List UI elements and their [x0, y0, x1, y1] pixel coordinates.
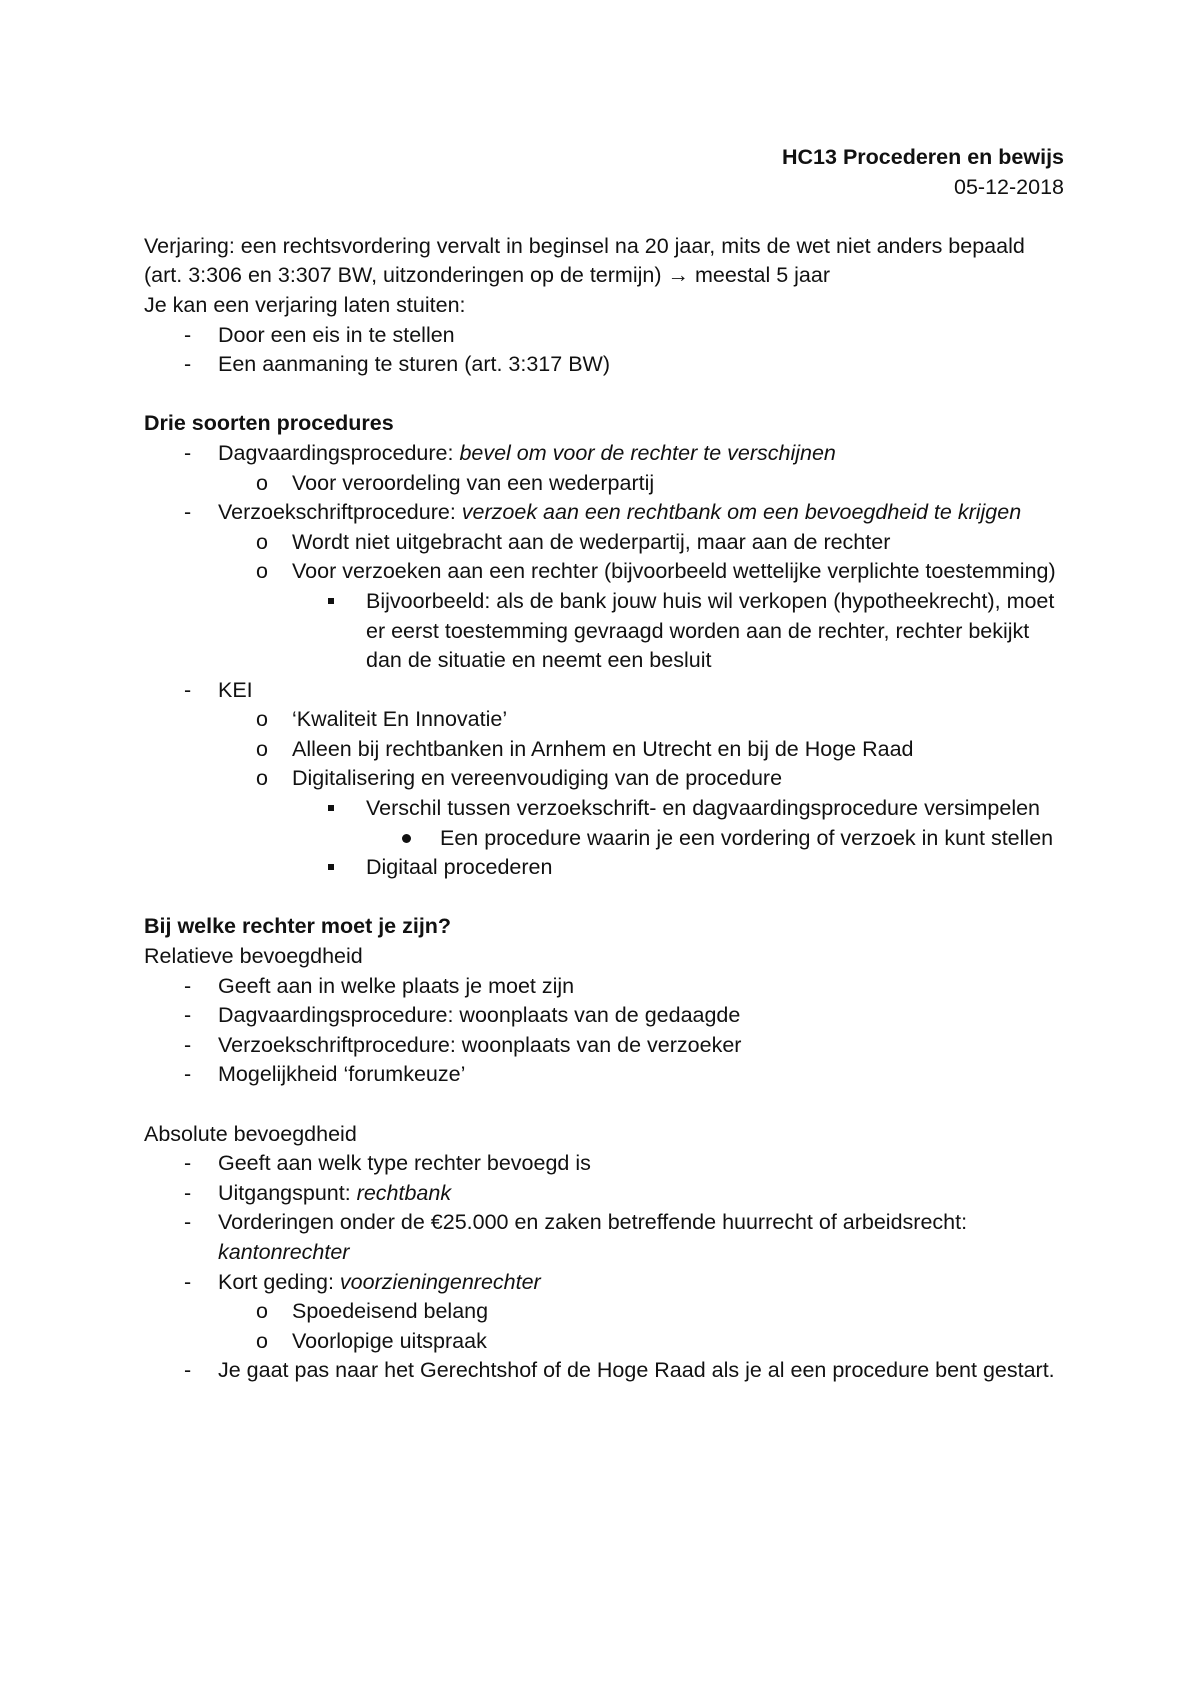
intro-line: Je kan een verjaring laten stuiten: [144, 292, 466, 317]
list-item: - Vorderingen onder de €25.000 en zaken betreffende huurrecht of arbeidsrecht: kantonrechter [184, 1210, 968, 1264]
stuiting-list [144, 321, 1064, 380]
section-heading: Bij welke rechter moet je zijn? [144, 914, 452, 939]
list-item: o Spoedeisend belang [256, 1299, 489, 1324]
list-item: - Geeft aan in welke plaats je moet zijn [184, 973, 575, 998]
list-item: - Dagvaardingsprocedure: bevel om voor de rechter te verschijnen [184, 440, 836, 465]
list-item: o Voor veroordeling van een wederpartij [256, 470, 655, 495]
list-item: - Geeft aan welk type rechter bevoegd is [184, 1151, 591, 1176]
list-item: o Voor verzoeken aan een rechter (bijvoorbeeld wettelijke verplichte toestemming) [256, 559, 1056, 584]
list-item: - Door een eis in te stellen [184, 322, 455, 347]
list-item: - Verzoekschriftprocedure: verzoek aan een rechtbank om een bevoegdheid te krijgen [184, 500, 1022, 525]
list-item: - KEI [184, 677, 253, 702]
list-item: o Alleen bij rechtbanken in Arnhem en Utrecht en bij de Hoge Raad [256, 736, 914, 761]
document-page [144, 143, 1064, 1386]
list-item: o Digitalisering en vereenvoudiging van de procedure [256, 766, 783, 791]
list-item: - Kort geding: voorzieningenrechter [184, 1269, 541, 1294]
list-item: - Een aanmaning te sturen (art. 3:317 BW) [184, 352, 610, 377]
list-item: - Mogelijkheid ‘forumkeuze’ [184, 1062, 466, 1087]
section-heading: Drie soorten procedures [144, 411, 394, 436]
list-item: Verschil tussen verzoekschrift- en dagvaardingsprocedure versimpelen [144, 794, 1064, 824]
list-item: o Voorlopige uitspraak [256, 1328, 487, 1353]
intro-line: (art. 3:306 en 3:307 BW, uitzonderingen op de termijn) → meestal 5 jaar [144, 263, 830, 288]
subheading: Relatieve bevoegdheid [144, 944, 363, 969]
relatief-list [144, 972, 1064, 1090]
subheading: Absolute bevoegdheid [144, 1121, 357, 1146]
absoluut-list [144, 1149, 1064, 1386]
list-item: - Uitgangspunt: rechtbank [184, 1180, 452, 1205]
document-date: 05-12-2018 [954, 174, 1064, 199]
list-item: Bijvoorbeeld: als de bank jouw huis wil verkopen (hypotheekrecht), moet er eerst toestemming gevraagd worden aan de rechter, rechter bekijkt dan de situatie en neemt een besluit [144, 587, 1064, 676]
document-header [144, 143, 1064, 202]
document-title: HC13 Procederen en bewijs [782, 145, 1064, 169]
list-item: - Dagvaardingsprocedure: woonplaats van de gedaagde [184, 1003, 741, 1028]
list-item: o ‘Kwaliteit En Innovatie’ [256, 707, 508, 732]
list-item: - Verzoekschriftprocedure: woonplaats van de verzoeker [184, 1032, 742, 1057]
list-item: Een procedure waarin je een vordering of verzoek in kunt stellen [144, 824, 1064, 854]
procedures-list [144, 439, 1064, 883]
list-item: - Je gaat pas naar het Gerechtshof of de Hoge Raad als je al een procedure bent gestart. [184, 1358, 1055, 1383]
list-item: o Wordt niet uitgebracht aan de wederpartij, maar aan de rechter [256, 529, 891, 554]
list-item: Digitaal procederen [144, 853, 1064, 883]
intro-line: Verjaring: een rechtsvordering vervalt in beginsel na 20 jaar, mits de wet niet anders bepaald [144, 233, 1025, 258]
